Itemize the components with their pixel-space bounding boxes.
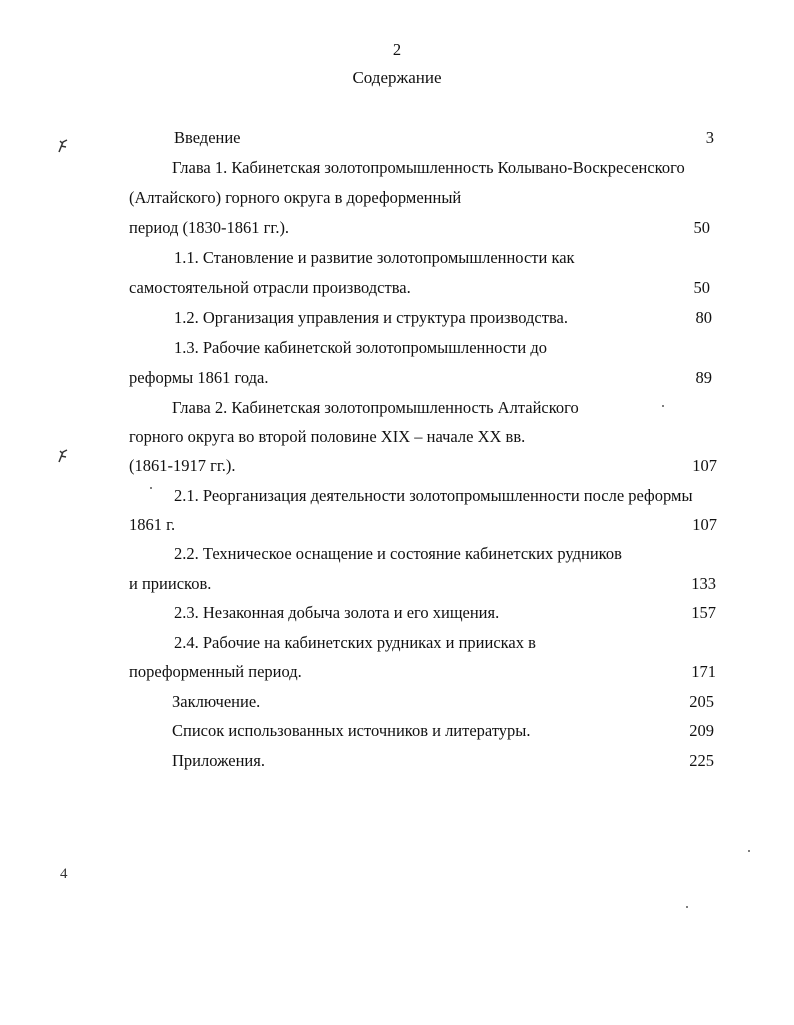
speck — [748, 850, 750, 852]
toc-s21-line1: 2.1. Реорганизация деятельности золотопромышленности после реформы — [174, 486, 693, 505]
toc-s24-line1: 2.4. Рабочие на кабинетских рудниках и приисках в — [174, 633, 536, 652]
toc-s13-line1: 1.3. Рабочие кабинетской золотопромышленности до — [174, 338, 547, 357]
toc-ch2-line1: Глава 2. Кабинетская золотопромышленность Алтайского — [172, 398, 579, 417]
toc-conclusion-page: 205 — [689, 692, 714, 711]
toc-s11-line1: 1.1. Становление и развитие золотопромышленности как — [174, 248, 575, 267]
toc-s11-line2: самостоятельной отрасли производства. — [129, 278, 411, 297]
toc-ch2-line3: (1861-1917 гг.). — [129, 456, 236, 475]
speck — [662, 405, 664, 407]
toc-ch1-line1: Глава 1. Кабинетская золотопромышленность Колывано-Воскресенского — [172, 158, 685, 177]
toc-intro-label: Введение — [174, 128, 241, 147]
page-title: Содержание — [352, 68, 442, 87]
toc-s22-line1: 2.2. Техническое оснащение и состояние кабинетских рудников — [174, 544, 622, 563]
toc-sources-label: Список использованных источников и литературы. — [172, 721, 531, 740]
toc-s21-page: 107 — [692, 515, 717, 534]
toc-s23-line1: 2.3. Незаконная добыча золота и его хищения. — [174, 603, 500, 622]
speck — [686, 906, 688, 908]
toc-s12-line1: 1.2. Организация управления и структура производства. — [174, 308, 568, 327]
toc-s13-line2: реформы 1861 года. — [129, 368, 269, 387]
toc-sources-page: 209 — [689, 721, 714, 740]
margin-mark-1 — [56, 138, 70, 158]
toc-intro-page: 3 — [705, 128, 714, 147]
page-number: 2 — [392, 40, 402, 59]
toc-conclusion-label: Заключение. — [172, 692, 261, 711]
toc-ch1-line2: (Алтайского) горного округа в дореформенный — [129, 188, 462, 207]
toc-s13-page: 89 — [695, 368, 712, 387]
toc-s23-page: 157 — [691, 603, 716, 622]
toc-ch1-page: 50 — [693, 218, 710, 237]
toc-ch2-page: 107 — [692, 456, 717, 475]
margin-mark-2 — [56, 448, 70, 468]
toc-s24-page: 171 — [691, 662, 716, 681]
speck — [150, 487, 152, 489]
toc-s21-line2: 1861 г. — [129, 515, 176, 534]
toc-appendix-page: 225 — [689, 751, 714, 770]
toc-s11-page: 50 — [693, 278, 710, 297]
toc-appendix-label: Приложения. — [172, 751, 265, 770]
margin-mark-3: 4 — [60, 866, 68, 882]
toc-s22-line2: и приисков. — [129, 574, 212, 593]
toc-s12-page: 80 — [695, 308, 712, 327]
toc-ch2-line2: горного округа во второй половине XIX – начале XX вв. — [129, 427, 526, 446]
toc-s22-page: 133 — [691, 574, 716, 593]
toc-ch1-line3: период (1830-1861 гг.). — [129, 218, 290, 237]
toc-s24-line2: пореформенный период. — [129, 662, 302, 681]
